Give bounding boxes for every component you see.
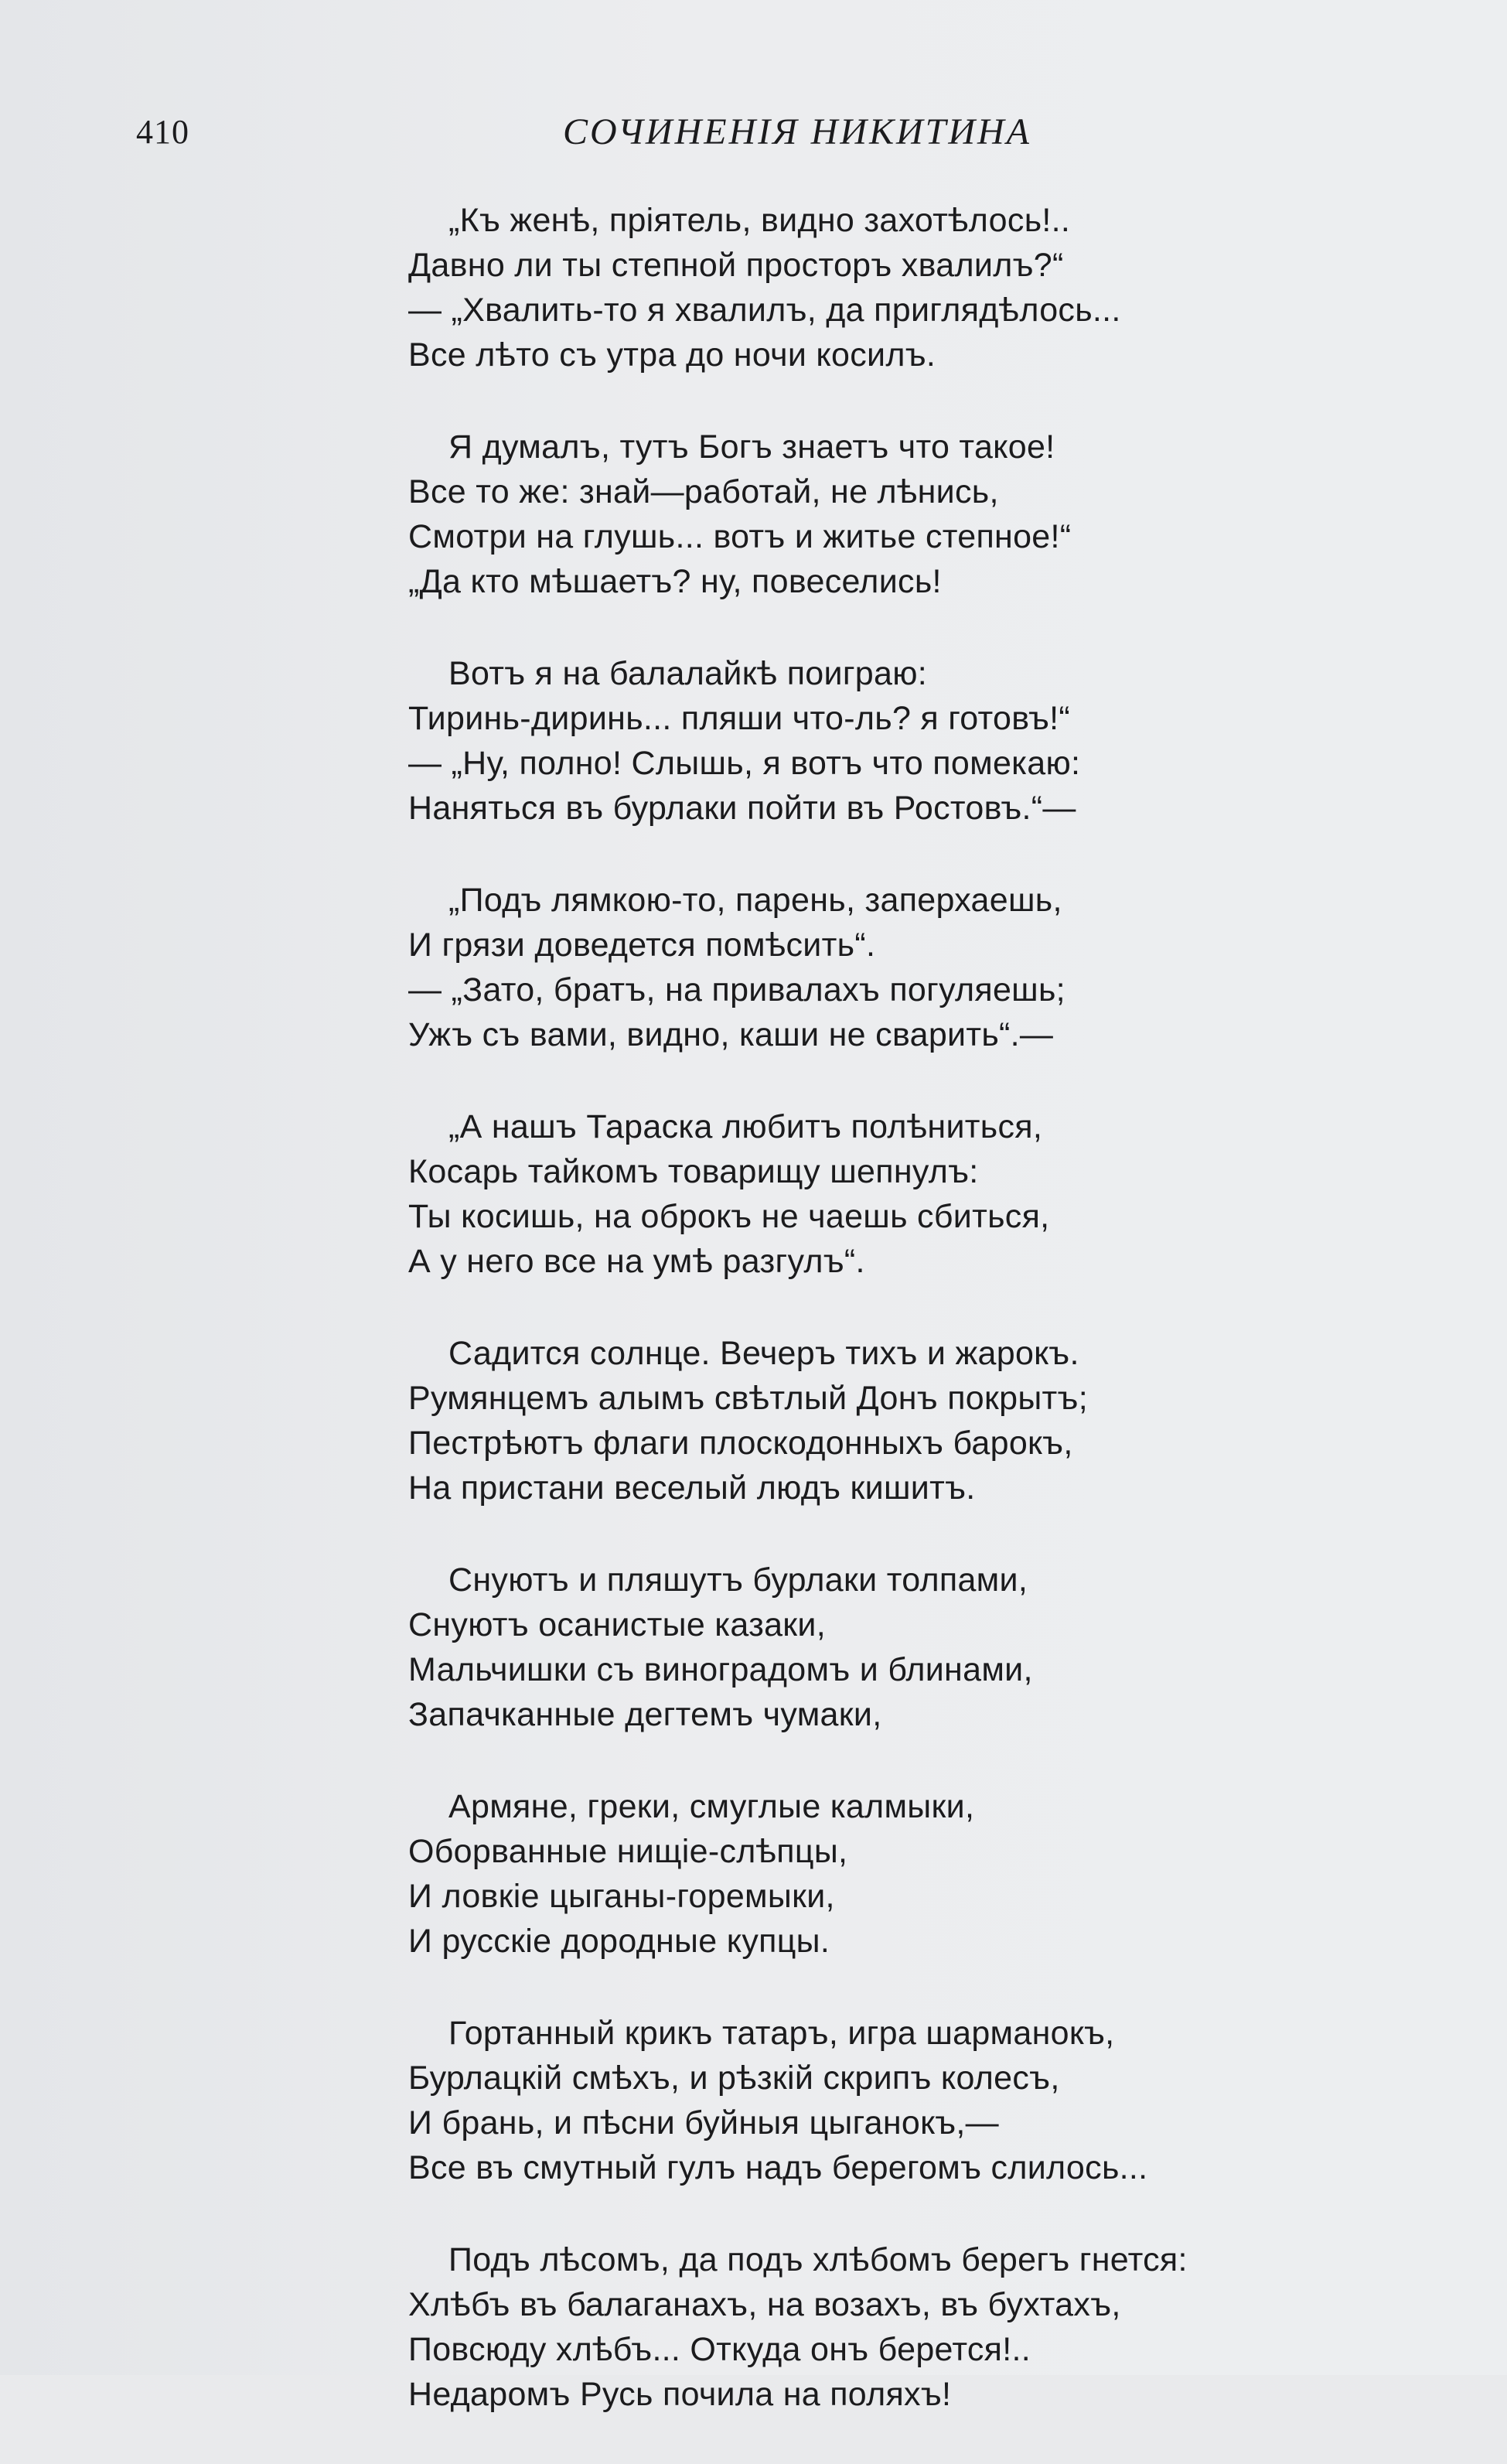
verse-line: Все лѣто съ утра до ночи косилъ. <box>408 336 936 374</box>
verse-line: Оборванные нищіе-слѣпцы, <box>408 1833 848 1870</box>
verse-line: Снуютъ и пляшутъ бурлаки толпами, <box>448 1561 1028 1599</box>
verse-line: Подъ лѣсомъ, да подъ хлѣбомъ берегъ гнется: <box>448 2241 1188 2278</box>
stanza <box>408 1104 1352 1284</box>
verse-line: Тиринь-диринь... пляши что-ль? я готовъ!“ <box>408 700 1071 737</box>
verse-line: — „Зато, братъ, на привалахъ погуляешь; <box>408 971 1065 1008</box>
verse-line: Бурлацкій смѣхъ, и рѣзкій скрипъ колесъ, <box>408 2060 1060 2097</box>
verse-line: Гортанный крикъ татаръ, игра шарманокъ, <box>448 2015 1115 2052</box>
verse-line: Ужъ съ вами, видно, каши не сварить“.— <box>408 1016 1054 1053</box>
verse-line: Косарь тайкомъ товарищу шепнулъ: <box>408 1153 979 1190</box>
verse-line: Повсюду хлѣбъ... Откуда онъ берется!.. <box>408 2331 1031 2368</box>
verse-line: Давно ли ты степной просторъ хвалилъ?“ <box>408 247 1064 284</box>
verse-line: Запачканные дегтемъ чумаки, <box>408 1696 882 1733</box>
verse-line: И русскіе дородные купцы. <box>408 1923 830 1960</box>
verse-line: Армяне, греки, смуглые калмыки, <box>448 1788 975 1825</box>
verse-line: Хлѣбъ въ балаганахъ, на возахъ, въ бухтахъ, <box>408 2286 1121 2323</box>
verse-line: „Подъ лямкою-то, парень, заперхаешь, <box>448 882 1062 919</box>
verse-line: Все то же: знай—работай, не лѣнись, <box>408 473 999 510</box>
stanza <box>408 198 1352 377</box>
verse-line: Все въ смутный гулъ надъ берегомъ слилось... <box>408 2149 1148 2186</box>
poem <box>408 198 1352 2464</box>
verse-line: Я думалъ, тутъ Богъ знаетъ что такое! <box>448 428 1055 466</box>
verse-line: „Къ женѣ, пріятель, видно захотѣлось!.. <box>448 202 1071 239</box>
stanza <box>408 1558 1352 1737</box>
verse-line: И брань, и пѣсни буйныя цыганокъ,— <box>408 2104 999 2141</box>
verse-line: Садится солнце. Вечеръ тихъ и жарокъ. <box>448 1335 1079 1372</box>
running-title: СОЧИНЕНІЯ НИКИТИНА <box>563 111 1031 152</box>
stanza <box>408 1331 1352 1510</box>
page-number: 410 <box>136 113 189 151</box>
verse-line: — „Ну, полно! Слышь, я вотъ что помекаю: <box>408 745 1081 782</box>
verse-line: Румянцемъ алымъ свѣтлый Донъ покрытъ; <box>408 1380 1088 1417</box>
verse-line: Недаромъ Русь почила на поляхъ! <box>408 2376 952 2413</box>
verse-line: И грязи доведется помѣсить“. <box>408 927 876 964</box>
verse-line: Пестрѣютъ флаги плоскодонныхъ барокъ, <box>408 1425 1073 1462</box>
stanza <box>408 1784 1352 1964</box>
verse-line: Смотри на глушь... вотъ и житье степное!“ <box>408 518 1072 555</box>
stanza <box>408 878 1352 1057</box>
verse-line: „А нашъ Тараска любитъ полѣниться, <box>448 1108 1043 1145</box>
verse-line: И ловкіе цыганы-горемыки, <box>408 1878 835 1915</box>
verse-line: — „Хвалить-то я хвалилъ, да приглядѣлось... <box>408 292 1121 329</box>
stanza <box>408 2011 1352 2190</box>
verse-line: Наняться въ бурлаки пойти въ Ростовъ.“— <box>408 790 1076 827</box>
verse-line: На пристани веселый людъ кишитъ. <box>408 1469 976 1507</box>
verse-line: Мальчишки съ виноградомъ и блинами, <box>408 1651 1033 1688</box>
verse-line: Снуютъ осанистые казаки, <box>408 1606 826 1643</box>
stanza <box>408 651 1352 831</box>
verse-line: Вотъ я на балалайкѣ поиграю: <box>448 655 928 692</box>
stanza <box>408 425 1352 604</box>
verse-line: „Да кто мѣшаетъ? ну, повеселись! <box>408 563 942 600</box>
verse-line: А у него все на умѣ разгулъ“. <box>408 1243 865 1280</box>
stanza <box>408 2237 1352 2417</box>
verse-line: Ты косишь, на оброкъ не чаешь сбиться, <box>408 1198 1050 1235</box>
